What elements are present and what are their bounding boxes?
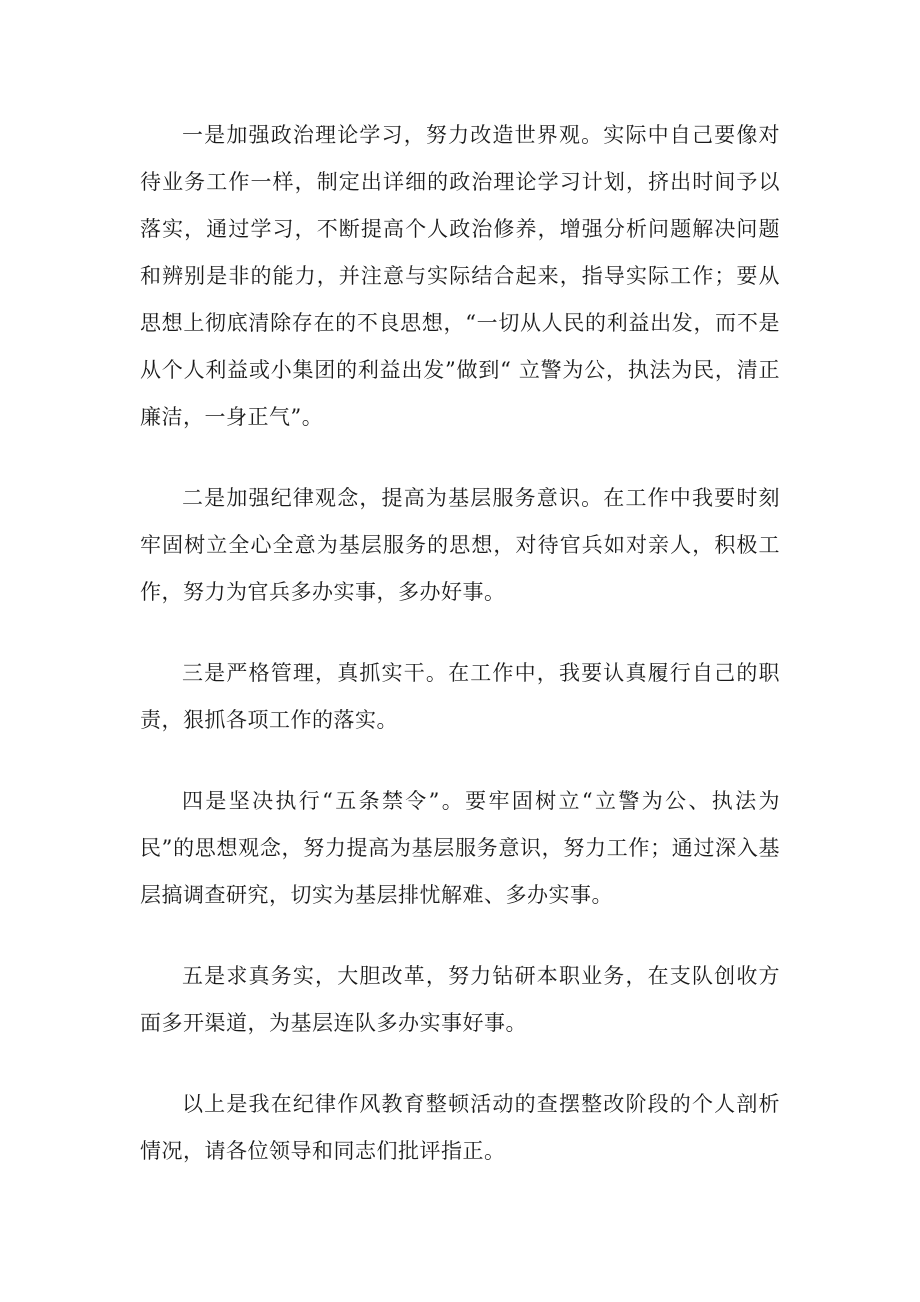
- paragraph-discipline: 二是加强纪律观念，提高为基层服务意识。在工作中我要时刻牢固树立全心全意为基层服务的思想，对待官兵如对亲人，积极工作，努力为官兵多办实事，多办好事。: [140, 486, 780, 604]
- document-body: [140, 112, 780, 1209]
- paragraph-reform: 五是求真务实，大胆改革，努力钻研本职业务，在支队创收方面多开渠道，为基层连队多办实事好事。: [140, 964, 780, 1035]
- paragraph-conclusion: 以上是我在纪律作风教育整顿活动的查摆整改阶段的个人剖析情况，请各位领导和同志们批评指正。: [140, 1092, 780, 1163]
- paragraph-five-prohibitions: 四是坚决执行“五条禁令”。要牢固树立“立警为公、执法为民”的思想观念，努力提高为基层服务意识，努力工作；通过深入基层搞调查研究，切实为基层排忧解难、多办实事。: [140, 789, 780, 907]
- paragraph-management: 三是严格管理，真抓实干。在工作中，我要认真履行自己的职责，狠抓各项工作的落实。: [140, 661, 780, 732]
- paragraph-political-study: 一是加强政治理论学习，努力改造世界观。实际中自己要像对待业务工作一样，制定出详细的政治理论学习计划，挤出时间予以落实，通过学习，不断提高个人政治修养，增强分析问题解决问题和辨别是非的能力，并注意与实际结合起来，指导实际工作；要从思想上彻底清除存在的不良思想，“一切从人民的利益出发，而不是从个人利益或小集团的利益出发”做到“ 立警为公，执法为民，清正廉洁，一身正气”。: [140, 123, 780, 429]
